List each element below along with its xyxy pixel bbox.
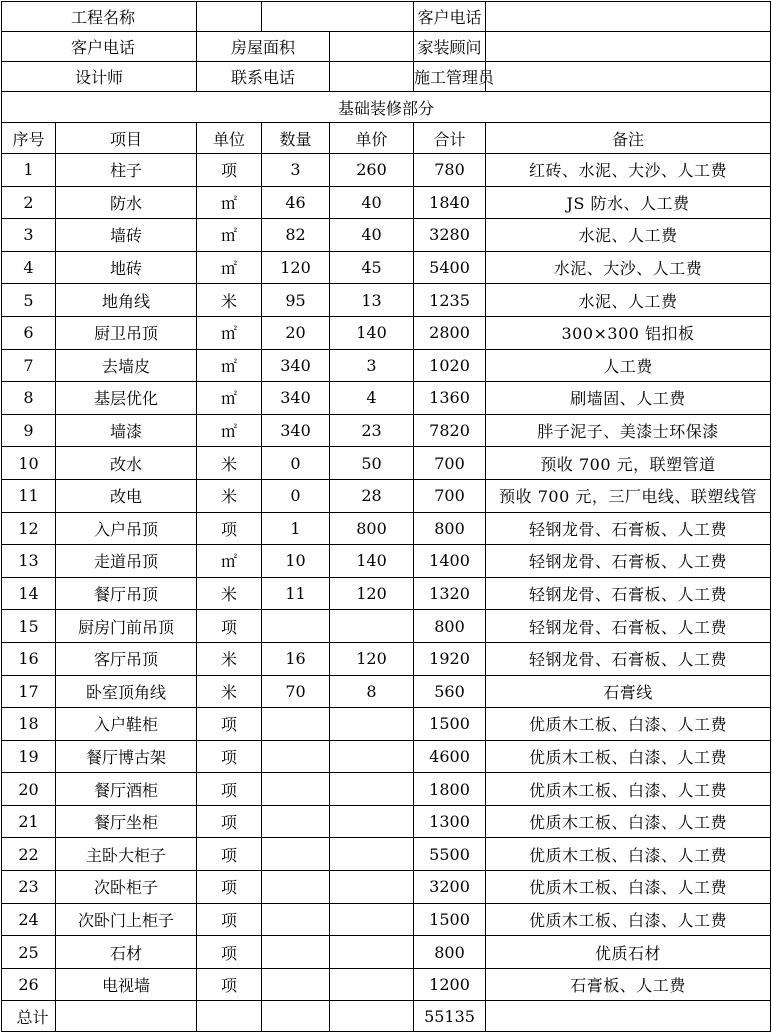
- row-total: 1360: [414, 382, 486, 415]
- row-qty: 10: [262, 545, 330, 578]
- row-unit: ㎡: [197, 382, 262, 415]
- row-item: 卧室顶角线: [56, 675, 197, 708]
- row-no: 1: [2, 154, 56, 187]
- row-item: 餐厅博古架: [56, 740, 197, 773]
- table-row: [2, 871, 771, 904]
- row-unit: 项: [197, 740, 262, 773]
- row-price: 800: [330, 512, 414, 545]
- row-qty: [262, 740, 330, 773]
- row-no: 19: [2, 740, 56, 773]
- row-no: 5: [2, 284, 56, 317]
- row-unit: 米: [197, 447, 262, 480]
- row-note: 优质木工板、白漆、人工费: [486, 773, 771, 806]
- row-price: 23: [330, 414, 414, 447]
- table-row: [2, 968, 771, 1001]
- row-price: [330, 838, 414, 871]
- row-note: 石膏线: [486, 675, 771, 708]
- row-unit: 项: [197, 805, 262, 838]
- row-total: 2800: [414, 316, 486, 349]
- row-unit: 项: [197, 968, 262, 1001]
- section-title: 基础装修部分: [2, 92, 771, 123]
- construction-manager-label: 施工管理员: [414, 62, 486, 92]
- row-price: [330, 740, 414, 773]
- row-qty: 340: [262, 414, 330, 447]
- house-area-label: 房屋面积: [197, 32, 330, 62]
- row-price: 40: [330, 186, 414, 219]
- row-unit: ㎡: [197, 186, 262, 219]
- row-note: 优质木工板、白漆、人工费: [486, 805, 771, 838]
- row-unit: 米: [197, 284, 262, 317]
- row-no: 2: [2, 186, 56, 219]
- row-item: 主卧大柜子: [56, 838, 197, 871]
- row-note: 轻钢龙骨、石膏板、人工费: [486, 545, 771, 578]
- row-price: 140: [330, 545, 414, 578]
- row-item: 次卧柜子: [56, 871, 197, 904]
- row-item: 墙砖: [56, 219, 197, 252]
- row-item: 餐厅酒柜: [56, 773, 197, 806]
- row-item: 改电: [56, 479, 197, 512]
- row-total: 1840: [414, 186, 486, 219]
- row-total: 1235: [414, 284, 486, 317]
- total-blank-5: [486, 1001, 771, 1032]
- col-header-item: 项目: [56, 123, 197, 154]
- row-unit: 米: [197, 577, 262, 610]
- section-title-row: [2, 92, 771, 123]
- table-row: [2, 414, 771, 447]
- row-note: 轻钢龙骨、石膏板、人工费: [486, 512, 771, 545]
- table-row: [2, 610, 771, 643]
- contact-phone-value[interactable]: [330, 62, 414, 92]
- row-no: 12: [2, 512, 56, 545]
- row-unit: 米: [197, 479, 262, 512]
- row-total: 700: [414, 479, 486, 512]
- customer-phone-value-top[interactable]: [486, 2, 771, 32]
- row-no: 18: [2, 708, 56, 741]
- row-price: 120: [330, 642, 414, 675]
- row-item: 石材: [56, 936, 197, 969]
- row-total: 1200: [414, 968, 486, 1001]
- row-total: 560: [414, 675, 486, 708]
- table-row: [2, 479, 771, 512]
- table-row: [2, 577, 771, 610]
- project-name-value-a[interactable]: [197, 2, 262, 32]
- row-price: 3: [330, 349, 414, 382]
- designer-label: 设计师: [2, 62, 197, 92]
- row-note: 轻钢龙骨、石膏板、人工费: [486, 642, 771, 675]
- row-total: 800: [414, 936, 486, 969]
- row-price: [330, 805, 414, 838]
- quotation-table: [1, 1, 771, 1032]
- row-unit: ㎡: [197, 349, 262, 382]
- table-row: [2, 284, 771, 317]
- table-row: [2, 316, 771, 349]
- row-total: 1500: [414, 903, 486, 936]
- row-price: 4: [330, 382, 414, 415]
- row-unit: 项: [197, 708, 262, 741]
- row-item: 厨房门前吊顶: [56, 610, 197, 643]
- row-no: 8: [2, 382, 56, 415]
- row-item: 电视墙: [56, 968, 197, 1001]
- table-row: [2, 382, 771, 415]
- row-no: 4: [2, 251, 56, 284]
- row-note: 优质木工板、白漆、人工费: [486, 838, 771, 871]
- row-no: 10: [2, 447, 56, 480]
- table-row: [2, 805, 771, 838]
- row-item: 基层优化: [56, 382, 197, 415]
- row-qty: [262, 610, 330, 643]
- grand-total: 55135: [414, 1001, 486, 1032]
- row-price: 8: [330, 675, 414, 708]
- row-note: 水泥、人工费: [486, 284, 771, 317]
- col-header-price: 单价: [330, 123, 414, 154]
- row-note: 轻钢龙骨、石膏板、人工费: [486, 577, 771, 610]
- row-unit: 项: [197, 871, 262, 904]
- row-price: [330, 773, 414, 806]
- row-total: 800: [414, 610, 486, 643]
- col-header-total: 合计: [414, 123, 486, 154]
- table-row: [2, 675, 771, 708]
- row-total: 3200: [414, 871, 486, 904]
- row-no: 14: [2, 577, 56, 610]
- row-item: 防水: [56, 186, 197, 219]
- table-row: [2, 447, 771, 480]
- row-total: 5500: [414, 838, 486, 871]
- table-row: [2, 186, 771, 219]
- row-total: 1020: [414, 349, 486, 382]
- row-no: 3: [2, 219, 56, 252]
- row-total: 4600: [414, 740, 486, 773]
- row-item: 入户吊顶: [56, 512, 197, 545]
- table-row: [2, 903, 771, 936]
- total-label: 总计: [2, 1001, 56, 1032]
- row-unit: 项: [197, 838, 262, 871]
- row-unit: ㎡: [197, 545, 262, 578]
- row-price: 40: [330, 219, 414, 252]
- contact-phone-label: 联系电话: [197, 62, 330, 92]
- project-name-label: 工程名称: [2, 2, 197, 32]
- row-price: 45: [330, 251, 414, 284]
- table-row: [2, 708, 771, 741]
- row-note: 优质木工板、白漆、人工费: [486, 871, 771, 904]
- row-unit: 项: [197, 773, 262, 806]
- row-total: 7820: [414, 414, 486, 447]
- row-no: 6: [2, 316, 56, 349]
- row-note: JS 防水、人工费: [486, 186, 771, 219]
- row-note: 优质木工板、白漆、人工费: [486, 708, 771, 741]
- row-unit: 项: [197, 903, 262, 936]
- row-no: 9: [2, 414, 56, 447]
- row-no: 13: [2, 545, 56, 578]
- row-note: 优质石材: [486, 936, 771, 969]
- house-area-value[interactable]: [330, 32, 414, 62]
- row-item: 地砖: [56, 251, 197, 284]
- table-row: [2, 219, 771, 252]
- row-qty: 340: [262, 382, 330, 415]
- table-row: [2, 154, 771, 187]
- row-no: 26: [2, 968, 56, 1001]
- row-no: 20: [2, 773, 56, 806]
- row-qty: 16: [262, 642, 330, 675]
- decor-consultant-value[interactable]: [486, 32, 771, 62]
- row-price: 13: [330, 284, 414, 317]
- row-note: 水泥、人工费: [486, 219, 771, 252]
- row-price: [330, 936, 414, 969]
- row-no: 11: [2, 479, 56, 512]
- row-item: 去墙皮: [56, 349, 197, 382]
- row-qty: [262, 708, 330, 741]
- row-note: 人工费: [486, 349, 771, 382]
- col-header-no: 序号: [2, 123, 56, 154]
- row-unit: 项: [197, 610, 262, 643]
- row-item: 柱子: [56, 154, 197, 187]
- total-blank-4: [330, 1001, 414, 1032]
- row-no: 25: [2, 936, 56, 969]
- table-row: [2, 642, 771, 675]
- row-no: 16: [2, 642, 56, 675]
- row-note: 石膏板、人工费: [486, 968, 771, 1001]
- row-note: 预收 700 元，联塑管道: [486, 447, 771, 480]
- row-item: 次卧门上柜子: [56, 903, 197, 936]
- row-price: [330, 968, 414, 1001]
- customer-phone-label-top: 客户电话: [414, 2, 486, 32]
- row-item: 地角线: [56, 284, 197, 317]
- table-row: [2, 349, 771, 382]
- table-row: [2, 936, 771, 969]
- row-unit: ㎡: [197, 316, 262, 349]
- table-row: [2, 838, 771, 871]
- construction-manager-value[interactable]: [486, 62, 771, 92]
- row-item: 客厅吊顶: [56, 642, 197, 675]
- column-header-row: [2, 123, 771, 154]
- row-total: 780: [414, 154, 486, 187]
- row-note: 优质木工板、白漆、人工费: [486, 903, 771, 936]
- row-unit: 项: [197, 512, 262, 545]
- row-total: 800: [414, 512, 486, 545]
- row-total: 1920: [414, 642, 486, 675]
- row-note: 轻钢龙骨、石膏板、人工费: [486, 610, 771, 643]
- row-qty: 46: [262, 186, 330, 219]
- table-row: [2, 740, 771, 773]
- row-unit: ㎡: [197, 219, 262, 252]
- total-blank-1: [56, 1001, 197, 1032]
- col-header-note: 备注: [486, 123, 771, 154]
- table-row: [2, 251, 771, 284]
- row-qty: 70: [262, 675, 330, 708]
- row-qty: [262, 773, 330, 806]
- row-qty: 120: [262, 251, 330, 284]
- row-unit: 项: [197, 154, 262, 187]
- total-blank-2: [197, 1001, 262, 1032]
- row-item: 墙漆: [56, 414, 197, 447]
- col-header-unit: 单位: [197, 123, 262, 154]
- row-price: [330, 610, 414, 643]
- row-price: 50: [330, 447, 414, 480]
- row-item: 走道吊顶: [56, 545, 197, 578]
- row-unit: ㎡: [197, 251, 262, 284]
- col-header-qty: 数量: [262, 123, 330, 154]
- row-note: 水泥、大沙、人工费: [486, 251, 771, 284]
- row-qty: 0: [262, 479, 330, 512]
- row-qty: 0: [262, 447, 330, 480]
- row-price: [330, 708, 414, 741]
- row-no: 15: [2, 610, 56, 643]
- row-note: 胖子泥子、美漆士环保漆: [486, 414, 771, 447]
- row-total: 1300: [414, 805, 486, 838]
- row-no: 23: [2, 871, 56, 904]
- customer-phone-label: 客户电话: [2, 32, 197, 62]
- row-qty: 95: [262, 284, 330, 317]
- row-qty: 20: [262, 316, 330, 349]
- row-qty: 82: [262, 219, 330, 252]
- row-no: 22: [2, 838, 56, 871]
- row-no: 7: [2, 349, 56, 382]
- row-no: 17: [2, 675, 56, 708]
- row-unit: 米: [197, 675, 262, 708]
- table-row: [2, 773, 771, 806]
- table-row: [2, 545, 771, 578]
- row-no: 21: [2, 805, 56, 838]
- row-qty: 340: [262, 349, 330, 382]
- row-item: 入户鞋柜: [56, 708, 197, 741]
- row-note: 300×300 铝扣板: [486, 316, 771, 349]
- row-qty: [262, 936, 330, 969]
- row-item: 餐厅吊顶: [56, 577, 197, 610]
- row-qty: [262, 903, 330, 936]
- row-total: 1400: [414, 545, 486, 578]
- row-total: 1500: [414, 708, 486, 741]
- row-total: 3280: [414, 219, 486, 252]
- row-price: 120: [330, 577, 414, 610]
- header-row-1: [2, 2, 771, 32]
- row-unit: 项: [197, 936, 262, 969]
- row-qty: 11: [262, 577, 330, 610]
- row-note: 优质木工板、白漆、人工费: [486, 740, 771, 773]
- header-row-2: [2, 32, 771, 62]
- row-item: 改水: [56, 447, 197, 480]
- row-price: [330, 871, 414, 904]
- row-item: 厨卫吊顶: [56, 316, 197, 349]
- project-name-value-b[interactable]: [262, 2, 414, 32]
- row-total: 1320: [414, 577, 486, 610]
- row-unit: 米: [197, 642, 262, 675]
- row-qty: 3: [262, 154, 330, 187]
- decor-consultant-label: 家装顾问: [414, 32, 486, 62]
- header-row-3: [2, 62, 771, 92]
- row-note: 预收 700 元，三厂电线、联塑线管: [486, 479, 771, 512]
- total-blank-3: [262, 1001, 330, 1032]
- row-no: 24: [2, 903, 56, 936]
- total-row: [2, 1001, 771, 1032]
- row-qty: [262, 805, 330, 838]
- row-price: 28: [330, 479, 414, 512]
- row-qty: 1: [262, 512, 330, 545]
- row-item: 餐厅坐柜: [56, 805, 197, 838]
- row-note: 刷墙固、人工费: [486, 382, 771, 415]
- row-total: 5400: [414, 251, 486, 284]
- row-total: 700: [414, 447, 486, 480]
- row-qty: [262, 871, 330, 904]
- row-note: 红砖、水泥、大沙、人工费: [486, 154, 771, 187]
- row-total: 1800: [414, 773, 486, 806]
- row-price: 140: [330, 316, 414, 349]
- row-qty: [262, 968, 330, 1001]
- table-row: [2, 512, 771, 545]
- row-price: 260: [330, 154, 414, 187]
- row-price: [330, 903, 414, 936]
- row-unit: ㎡: [197, 414, 262, 447]
- row-qty: [262, 838, 330, 871]
